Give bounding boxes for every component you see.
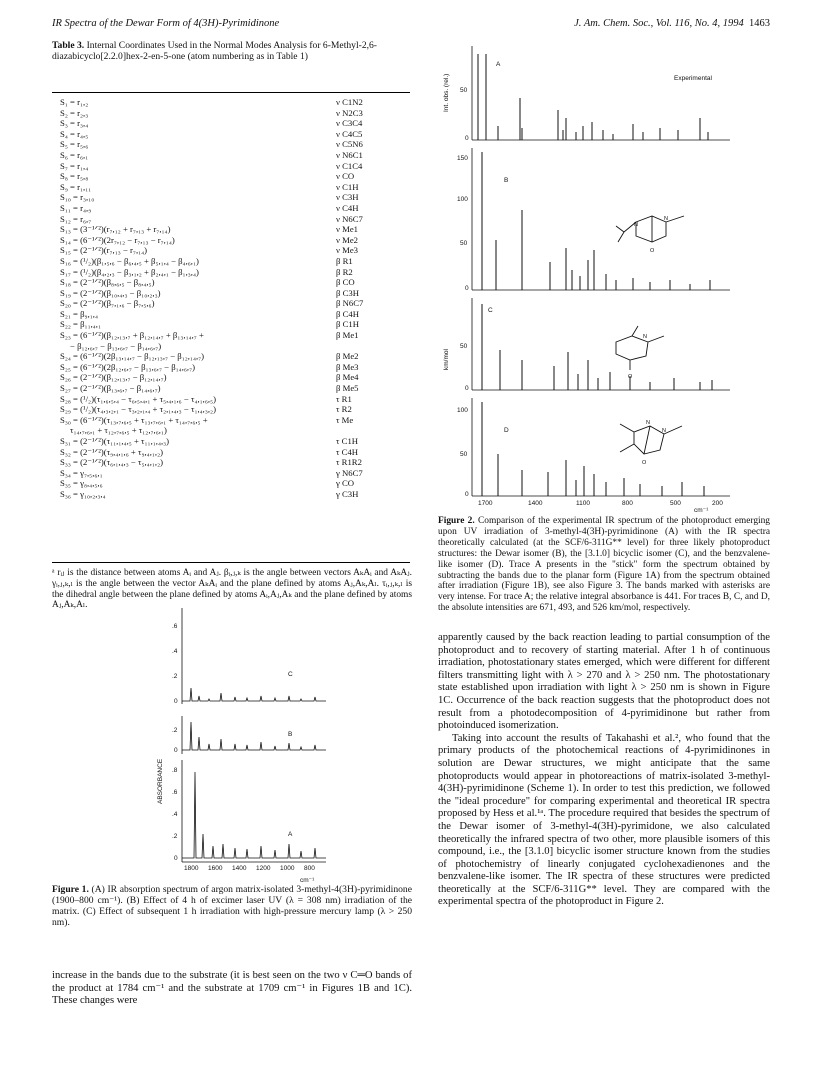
fig1-x-tick-0: 1800 (184, 865, 199, 872)
coordinate-label: τ R1 (336, 393, 352, 404)
coordinate-row (60, 309, 405, 320)
coordinate-label: ν C1C4 (336, 160, 363, 171)
coordinate-label: ν Me1 (336, 224, 359, 235)
internal-coordinates-table (60, 97, 405, 500)
coordinate-expression: S₉ = r₁,₁₁ (60, 181, 92, 192)
coordinate-expression: S₂₃ = (6⁻¹ᐟ²)(β₁₂,₁₃,₇ + β₁₂,₁₄,₇ + β₁₃,₁₄,₇ + (60, 330, 204, 341)
coordinate-expression: S₂₅ = (6⁻¹ᐟ²)(2β₁₂,₆,₇ − β₁₃,₆,₇ − β₁₄,₆,₇) (60, 361, 195, 372)
coordinate-row (60, 171, 405, 182)
fig2-trace-b (482, 152, 710, 290)
coordinate-row (60, 139, 405, 150)
coordinate-expression: S₃₁ = (2⁻¹ᐟ²)(τ₁₁,₁,₄,₅ + τ₁₁,₁,₄,₃) (60, 436, 170, 446)
coordinate-label: ν CO (336, 171, 355, 182)
coordinate-row (60, 298, 405, 309)
fig2-x-tick-5: 200 (712, 500, 723, 507)
coordinate-row (60, 383, 405, 394)
coordinate-row (60, 277, 405, 288)
fig1-trace-c (182, 688, 326, 701)
coordinate-row (60, 351, 405, 362)
fig1-c-tick-0: .6 (172, 623, 178, 630)
table3-caption (52, 40, 410, 62)
coordinate-label: τ R2 (336, 404, 352, 415)
fig1-c-tick-2: .2 (172, 673, 178, 680)
fig2-b-atom-n1: N (634, 222, 638, 228)
fig2-x-unit: cm⁻¹ (694, 507, 709, 512)
coordinate-label: β C3H (336, 287, 360, 298)
figure1-plot (150, 604, 340, 884)
coordinate-label: γ N6C7 (336, 467, 363, 478)
fig2-b-tick-2: 50 (460, 240, 468, 247)
coordinate-label: β C4H (336, 308, 360, 319)
coordinate-expression: S₂₄ = (6⁻¹ᐟ²)(2β₁₃,₁₄,₇ − β₁₂,₁₃,₇ − β₁₂,₁₄,₇) (60, 351, 205, 362)
coordinate-label: β Me3 (336, 361, 359, 372)
coordinate-expression: S₂₉ = (¹/₂)(τ₄,₃,₂,₁ − τ₃,₂,₁,₄ + τ₂,₁,₄,₃ − τ₁,₄,₃,₂) (60, 404, 216, 415)
fig2-x-tick-1: 1400 (528, 500, 543, 507)
body-right-paragraph-1: apparently caused by the back reaction leading to partial consumption of the photoproduct and to recovery of starting material. After 1 h of continuous irradiation, photostationary states emerged, which were different for different filters transmitting light with λ > 270 and λ > 250 nm. The photostationary state established upon irradiation with light λ > 250 nm is shown in Figure 1C. Occurrence of the back reaction suggests that the photoproduct does not result from a photodecomposition of 4-pyrimidinone but rather from photoinduced isomerization. (438, 632, 770, 732)
coordinate-row (60, 224, 405, 235)
fig2-top-y-label: Int. obs. (rel.) (443, 73, 450, 112)
figure1-caption-text: (A) IR absorption spectrum of argon matrix-isolated 3-methyl-4(3H)-pyrimidinone (1900–800 cm⁻¹). (B) Effect of 4 h of excimer laser UV (λ = 308 nm) irradiation of the matrix. (C) Effect of subsequent 1 h irradiation with high-pressure mercury lamp (λ > 250 nm). (52, 884, 412, 928)
coordinate-label: ν C5N6 (336, 139, 363, 150)
coordinate-label: β R2 (336, 266, 353, 277)
coordinate-expression: S₃₆ = γ₁₀,₂,₃,₄ (60, 488, 106, 499)
body-right-paragraph-2: Taking into account the results of Takahashi et al.², who found that the primary products of the photochemical reactions of 4-pyrimidinones in solution are Dewar structures, we might anticipate that the same photoproducts would appear in photoreactions of matrix-isolated 3-methyl-4(3H)-pyrimidinone (Scheme 1). In order to test this prediction, we followed the "ideal procedure" for comparing experimental and theoretical IR spectra proposed by Hess et al.¹ᵃ. The procedure required that besides the spectrum of the Dewar isomer of 3-methyl-4(3H)-pyrimidone, we also calculated theoretically the infrared spectra of two other, more plausible isomers of this compound, i.e., the [3.1.0] bicyclic isomer structure known from the studies of photochemistry of linearly conjugated cyclohexadienones and the benzvalene-like isomer. The IR spectra of these structures were predicted theoretically at the SCF/6-311G** level. They are compared with the experimental spectra of the photoproduct in Figure 2. (438, 732, 770, 908)
coordinate-label: ν N6C1 (336, 149, 363, 160)
coordinate-expression: S₆ = r₆,₁ (60, 149, 89, 160)
coordinate-expression: S₅ = r₅,₆ (60, 139, 89, 150)
fig2-b-tick-1: 100 (457, 196, 468, 203)
fig1-x-tick-1: 1600 (208, 865, 223, 872)
coordinate-row (60, 468, 405, 479)
coordinate-label: τ C1H (336, 436, 359, 446)
coordinate-expression: S₃₅ = γ₈,₄,₅,₆ (60, 478, 103, 489)
fig1-trace-b (182, 722, 326, 750)
coordinate-expression: S₁₇ = (¹/₂)(β₄,₂,₃ − β₃,₁,₂ + β₂,₄,₁ − β₁,₃,₄) (60, 266, 199, 277)
coordinate-label: β C1H (336, 319, 360, 330)
body-left-paragraph: increase in the bands due to the substrate (it is best seen on the two ν C═O bands of the product at 1784 cm⁻¹ and the substrate at 1709 cm⁻¹ in Figures 1B and 1C). These changes were (52, 970, 412, 1007)
coordinate-label: ν N6C7 (336, 213, 363, 224)
coordinate-row (60, 447, 405, 458)
coordinate-expression: S₃₀ = (6⁻¹ᐟ²)(τ₁₃,₇,₆,₅ + τ₁₃,₇,₆,₁ + τ₁₄,₇,₆,₅ + (60, 414, 208, 425)
body-text-right (438, 632, 770, 909)
fig1-b-tick-0: .2 (172, 727, 178, 734)
coordinate-row (60, 415, 405, 426)
fig2-b-atom-n2: N (664, 216, 668, 222)
fig1-x-tick-3: 1200 (256, 865, 271, 872)
coordinate-expression: S₄ = r₄,₅ (60, 128, 89, 139)
fig2-c-tick-1: 0 (465, 385, 469, 392)
fig2-b-label: B (504, 177, 509, 184)
fig2-d-tick-0: 100 (457, 407, 468, 414)
fig2-a-tick-0: 50 (460, 87, 468, 94)
coordinate-row (60, 319, 405, 330)
fig2-a-tick-1: 0 (465, 135, 469, 142)
fig2-d-atom-n2: N (662, 428, 666, 434)
coordinate-row (60, 97, 405, 108)
coordinate-row (60, 150, 405, 161)
figure2-plot (438, 40, 738, 512)
coordinate-expression: S₁₁ = r₄,₉ (60, 202, 92, 213)
figure1-caption (52, 884, 412, 928)
coordinate-label: ν Me3 (336, 245, 359, 256)
coordinate-row (60, 129, 405, 140)
fig2-x-tick-3: 800 (622, 500, 633, 507)
fig2-trace-a (478, 54, 708, 140)
coordinate-expression: S₁₆ = (¹/₂)(β₁,₅,₆ − β₆,₄,₅ + β₅,₁,₄ − β₄,₆,₁) (60, 255, 199, 266)
coordinate-expression: S₃₃ = (2⁻¹ᐟ²)(τ₆,₁,₄,₃ − τ₅,₄,₁,₂) (60, 457, 164, 468)
coordinate-label: ν C1N2 (336, 97, 363, 107)
coordinate-label: β Me2 (336, 351, 359, 362)
coordinate-expression: S₁₃ = (3⁻¹ᐟ²)(r₇,₁₂ + r₇,₁₃ + r₇,₁₄) (60, 224, 171, 235)
fig2-b-atom-o: O (650, 248, 655, 254)
coordinate-expression: S₂₁ = β₉,₁,₄ (60, 308, 98, 319)
coordinate-expression: S₈ = r₅,₈ (60, 171, 89, 182)
fig2-trace-c (482, 304, 712, 390)
coordinate-label: ν C4H (336, 202, 359, 213)
figure1-caption-label: Figure 1. (52, 884, 89, 895)
fig1-trace-a (182, 772, 326, 858)
figure2 (438, 40, 738, 512)
fig2-trace-d (482, 402, 704, 496)
fig1-b-tick-1: 0 (174, 747, 178, 754)
coordinate-expression: S₁₅ = (2⁻¹ᐟ²)(r₇,₁₃ − r₇,₁₄) (60, 245, 148, 256)
coordinate-row (60, 341, 405, 352)
coordinate-label: β R1 (336, 255, 353, 266)
coordinate-row (60, 108, 405, 119)
coordinate-expression: S₁₂ = r₆,₇ (60, 213, 92, 224)
coordinate-row (60, 245, 405, 256)
coordinate-label: β Me4 (336, 372, 359, 383)
coordinate-row (60, 267, 405, 278)
fig2-c-atom-n: N (643, 334, 647, 340)
fig1-x-tick-5: 800 (304, 865, 315, 872)
fig2-d-tick-2: 0 (465, 491, 469, 498)
fig1-a-tick-2: .4 (172, 811, 178, 818)
coordinate-row (60, 330, 405, 341)
coordinate-label: γ C3H (336, 488, 359, 499)
fig2-x-tick-2: 1100 (576, 500, 590, 507)
coordinate-expression: S₃ = r₃,₄ (60, 118, 89, 129)
fig1-c-tick-1: .4 (172, 648, 178, 655)
table3-caption-text: Internal Coordinates Used in the Normal Modes Analysis for 6-Methyl-2,6-diazabicyclo[2.2.0]hex-2-en-5-one (atom numbering as in Table 1) (52, 40, 377, 63)
coordinate-row (60, 489, 405, 500)
coordinate-expression: S₇ = r₁,₄ (60, 160, 89, 171)
coordinate-expression: τ₁₄,₇,₆,₁ + τ₁₂,₇,₆,₅ + τ₁₂,₇,₆,₁) (70, 425, 167, 436)
coordinate-expression: S₂₂ = β₁₁,₄,₁ (60, 319, 102, 330)
fig1-x-tick-4: 1000 (280, 865, 295, 872)
fig2-b-tick-0: 150 (457, 155, 468, 162)
coordinate-label: γ CO (336, 478, 355, 489)
fig1-a-tick-0: .8 (172, 767, 178, 774)
coordinate-row (60, 425, 405, 436)
fig1-a-tick-3: .2 (172, 833, 178, 840)
coordinate-expression: S₂₈ = (¹/₂)(τ₁,₆,₅,₄ − τ₆,₅,₄,₁ + τ₅,₄,₁,₆ − τ₄,₁,₆,₅) (60, 393, 216, 404)
table3-label: Table 3. (52, 40, 85, 51)
running-title: IR Spectra of the Dewar Form of 4(3H)-Pyrimidinone (52, 18, 280, 29)
fig2-d-tick-1: 50 (460, 451, 468, 458)
coordinate-row (60, 256, 405, 267)
coordinate-label: τ Me (336, 414, 354, 425)
coordinate-label: β CO (336, 277, 355, 288)
coordinate-expression: S₁₄ = (6⁻¹ᐟ²)(2r₇,₁₂ − r₇,₁₃ − r₇,₁₄) (60, 234, 175, 245)
coordinate-label: β Me5 (336, 383, 359, 394)
coordinate-row (60, 404, 405, 415)
coordinate-label: ν C4C5 (336, 128, 363, 139)
table-bottom-rule (52, 562, 410, 563)
journal-name: J. Am. Chem. Soc., Vol. 116, No. 4, 1994 (574, 18, 744, 29)
coordinate-row (60, 436, 405, 447)
coordinate-label: τ C4H (336, 446, 359, 457)
fig2-d-atom-n1: N (646, 420, 650, 426)
fig2-c-atom-o: O (628, 374, 633, 380)
fig2-b-tick-3: 0 (465, 285, 469, 292)
running-header (52, 18, 770, 32)
fig1-y-label: ABSORBANCE (157, 758, 164, 804)
figure2-caption-text: Comparison of the experimental IR spectrum of the photoproduct emerging upon UV irradiation of 3-methyl-4(3H)-pyrimidinone (A) with the IR spectra theoretically calculated (at the SCF/6-311G** level) for three likely photoproduct structures: the Dewar isomer (B), the [3.1.0] bicyclic isomer (C), and the benzvalene-like isomer (D). Trace A presents in the "stick" form the spectrum obtained by subtracting the bands due to the planar form (Figure 1A) from the spectrum obtained after irradiation (Figure 1B), see also Figure 3. The bands marked with asterisks are very intense. For trace A; the relative integral absorbance is 441. For traces B, C, and D, the absolute intensities are 671, 493, and 526 km/mol, respectively. (438, 516, 770, 614)
fig2-d-atom-o: O (642, 460, 647, 466)
fig2-c-tick-0: 50 (460, 343, 468, 350)
coordinate-row (60, 288, 405, 299)
coordinate-expression: S₂ = r₂,₃ (60, 107, 89, 118)
coordinate-row (60, 161, 405, 172)
coordinate-label: ν C3H (336, 192, 359, 203)
fig2-a-label: A (496, 61, 501, 68)
body-text-left (52, 970, 412, 1008)
coordinate-row (60, 362, 405, 373)
fig1-b-label: B (288, 731, 293, 738)
coordinate-label: ν C3C4 (336, 118, 363, 129)
coordinate-expression: S₂₀ = (2⁻¹ᐟ²)(β₇,₁,₆ − β₇,₅,₆) (60, 298, 155, 309)
coordinate-expression: S₁₈ = (2⁻¹ᐟ²)(β₈,₆,₅ − β₈,₄,₅) (60, 277, 155, 288)
coordinate-row (60, 192, 405, 203)
coordinate-expression: S₂₆ = (2⁻¹ᐟ²)(β₁₂,₁₃,₇ − β₁₂,₁₄,₇) (60, 372, 167, 383)
figure2-caption (438, 516, 770, 614)
coordinate-row (60, 394, 405, 405)
coordinate-label: β N6C7 (336, 298, 364, 309)
coordinate-row (60, 235, 405, 246)
coordinate-expression: S₁ = r₁,₂ (60, 97, 89, 107)
fig2-x-tick-0: 1700 (478, 500, 493, 507)
coordinate-row (60, 182, 405, 193)
fig1-c-tick-3: 0 (174, 698, 178, 705)
coordinate-row (60, 203, 405, 214)
coordinate-expression: S₂₇ = (2⁻¹ᐟ²)(β₁₃,₆,₇ − β₁₄,₆,₇) (60, 383, 161, 394)
page-number: 1463 (749, 18, 770, 29)
figure2-caption-label: Figure 2. (438, 516, 475, 526)
fig2-d-label: D (504, 427, 509, 434)
coordinate-label: ν N2C3 (336, 107, 363, 118)
fig1-a-tick-1: .6 (172, 789, 178, 796)
coordinate-row (60, 118, 405, 129)
fig1-c-label: C (288, 671, 293, 678)
coordinate-row (60, 478, 405, 489)
bicyclic-isomer-structure (616, 326, 664, 370)
coordinate-label: β Me1 (336, 330, 359, 341)
coordinate-row (60, 214, 405, 225)
fig2-a-title: Experimental (674, 75, 712, 82)
coordinate-expression: S₁₀ = r₃,₁₀ (60, 192, 95, 203)
fig1-a-label: A (288, 831, 293, 838)
benzvalene-like-isomer-structure (620, 424, 682, 454)
coordinate-label: ν Me2 (336, 234, 359, 245)
coordinate-row (60, 372, 405, 383)
coordinate-expression: − β₁₂,₆,₇ − β₁₃,₆,₇ − β₁₄,₆,₇) (70, 340, 162, 351)
coordinate-label: ν C1H (336, 181, 359, 192)
fig1-a-tick-4: 0 (174, 855, 178, 862)
dewar-isomer-structure (616, 216, 684, 242)
coordinate-expression: S₃₄ = γ₇,₅,₆,₁ (60, 467, 103, 478)
table-top-rule (52, 92, 410, 93)
table3-footnote: ᵃ rᵢⱼ is the distance between atoms Aᵢ and Aⱼ. βᵢ,ⱼ,ₖ is the angle between vectors AₖAᵢ and AₖAⱼ. γᵢ,ⱼ,ₖ,ₗ is the angle between the vector AₖAᵢ and the plane defined by atoms Aⱼ,Aₖ,Aₗ. τᵢ,ⱼ,ₖ,ₗ is the dihedral angle between the plane defined by atoms Aᵢ,Aⱼ,Aₖ and the plane defined by atoms Aⱼ,Aₖ,Aₗ. (52, 568, 412, 611)
figure1 (150, 604, 340, 884)
coordinate-expression: S₁₉ = (2⁻¹ᐟ²)(β₁₀,₄,₃ − β₁₀,₂,₃) (60, 287, 161, 298)
coordinate-expression: S₃₂ = (2⁻¹ᐟ²)(τ₉,₄,₁,₆ + τ₉,₄,₁,₂) (60, 446, 164, 457)
coordinate-label: τ R1R2 (336, 457, 362, 468)
fig2-c-label: C (488, 307, 493, 314)
fig2-lower-y-label: km/mol (443, 349, 450, 370)
fig1-x-tick-2: 1400 (232, 865, 247, 872)
fig1-x-unit: cm⁻¹ (300, 877, 315, 884)
journal-citation (574, 18, 770, 29)
coordinate-row (60, 457, 405, 468)
fig2-x-tick-4: 500 (670, 500, 681, 507)
